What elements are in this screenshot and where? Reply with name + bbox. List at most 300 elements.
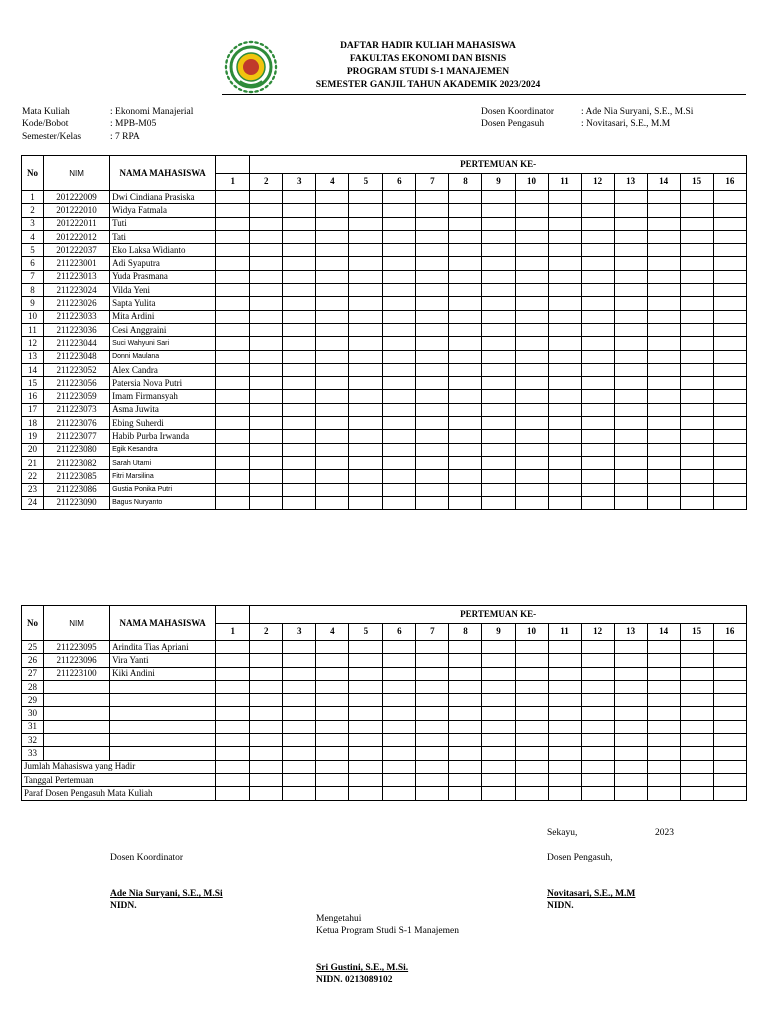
attendance-cell[interactable] [449, 654, 482, 667]
attendance-cell[interactable] [515, 430, 548, 443]
attendance-cell[interactable] [548, 443, 581, 456]
attendance-cell[interactable] [349, 350, 383, 363]
attendance-cell[interactable] [515, 270, 548, 283]
attendance-cell[interactable] [548, 694, 581, 707]
attendance-cell[interactable] [416, 257, 449, 270]
attendance-cell[interactable] [349, 734, 383, 747]
attendance-cell[interactable] [548, 310, 581, 323]
attendance-cell[interactable] [713, 456, 746, 469]
attendance-cell[interactable] [482, 257, 515, 270]
attendance-cell[interactable] [383, 707, 416, 720]
attendance-cell[interactable] [614, 323, 647, 336]
attendance-cell[interactable] [680, 244, 713, 257]
attendance-cell[interactable] [383, 720, 416, 733]
attendance-cell[interactable] [680, 257, 713, 270]
attendance-cell[interactable] [680, 694, 713, 707]
attendance-cell[interactable] [614, 204, 647, 217]
attendance-cell[interactable] [349, 204, 383, 217]
attendance-cell[interactable] [449, 707, 482, 720]
summary-cell[interactable] [416, 787, 449, 800]
attendance-cell[interactable] [581, 257, 614, 270]
attendance-cell[interactable] [283, 747, 316, 760]
attendance-cell[interactable] [216, 191, 250, 204]
summary-cell[interactable] [680, 787, 713, 800]
attendance-cell[interactable] [449, 443, 482, 456]
attendance-cell[interactable] [316, 707, 349, 720]
attendance-cell[interactable] [515, 230, 548, 243]
attendance-cell[interactable] [647, 747, 680, 760]
attendance-cell[interactable] [548, 230, 581, 243]
attendance-cell[interactable] [647, 323, 680, 336]
summary-cell[interactable] [647, 787, 680, 800]
attendance-cell[interactable] [383, 667, 416, 680]
attendance-cell[interactable] [216, 403, 250, 416]
attendance-cell[interactable] [647, 230, 680, 243]
attendance-cell[interactable] [647, 204, 680, 217]
attendance-cell[interactable] [250, 747, 283, 760]
attendance-cell[interactable] [614, 191, 647, 204]
attendance-cell[interactable] [349, 707, 383, 720]
attendance-cell[interactable] [416, 270, 449, 283]
attendance-cell[interactable] [482, 377, 515, 390]
attendance-cell[interactable] [713, 297, 746, 310]
attendance-cell[interactable] [647, 297, 680, 310]
attendance-cell[interactable] [614, 667, 647, 680]
attendance-cell[interactable] [250, 667, 283, 680]
attendance-cell[interactable] [713, 310, 746, 323]
attendance-cell[interactable] [482, 641, 515, 654]
attendance-cell[interactable] [316, 230, 349, 243]
attendance-cell[interactable] [548, 720, 581, 733]
attendance-cell[interactable] [647, 483, 680, 496]
attendance-cell[interactable] [581, 667, 614, 680]
summary-cell[interactable] [713, 760, 746, 773]
attendance-cell[interactable] [515, 363, 548, 376]
attendance-cell[interactable] [515, 734, 548, 747]
attendance-cell[interactable] [250, 350, 283, 363]
attendance-cell[interactable] [482, 720, 515, 733]
attendance-cell[interactable] [316, 483, 349, 496]
attendance-cell[interactable] [581, 456, 614, 469]
attendance-cell[interactable] [713, 417, 746, 430]
attendance-cell[interactable] [680, 310, 713, 323]
attendance-cell[interactable] [713, 483, 746, 496]
attendance-cell[interactable] [680, 654, 713, 667]
attendance-cell[interactable] [283, 284, 316, 297]
attendance-cell[interactable] [680, 297, 713, 310]
attendance-cell[interactable] [283, 403, 316, 416]
attendance-cell[interactable] [316, 297, 349, 310]
attendance-cell[interactable] [647, 363, 680, 376]
attendance-cell[interactable] [316, 363, 349, 376]
attendance-cell[interactable] [482, 483, 515, 496]
attendance-cell[interactable] [614, 310, 647, 323]
attendance-cell[interactable] [548, 707, 581, 720]
attendance-cell[interactable] [680, 680, 713, 693]
attendance-cell[interactable] [216, 230, 250, 243]
attendance-cell[interactable] [349, 297, 383, 310]
attendance-cell[interactable] [647, 707, 680, 720]
attendance-cell[interactable] [581, 483, 614, 496]
attendance-cell[interactable] [581, 417, 614, 430]
attendance-cell[interactable] [713, 270, 746, 283]
attendance-cell[interactable] [482, 654, 515, 667]
attendance-cell[interactable] [482, 270, 515, 283]
attendance-cell[interactable] [647, 694, 680, 707]
attendance-cell[interactable] [647, 720, 680, 733]
attendance-cell[interactable] [316, 204, 349, 217]
attendance-cell[interactable] [515, 310, 548, 323]
attendance-cell[interactable] [416, 667, 449, 680]
summary-cell[interactable] [449, 760, 482, 773]
attendance-cell[interactable] [349, 257, 383, 270]
summary-cell[interactable] [515, 773, 548, 786]
attendance-cell[interactable] [548, 496, 581, 509]
attendance-cell[interactable] [581, 217, 614, 230]
attendance-cell[interactable] [680, 191, 713, 204]
summary-cell[interactable] [216, 787, 250, 800]
attendance-cell[interactable] [383, 694, 416, 707]
summary-cell[interactable] [449, 773, 482, 786]
attendance-cell[interactable] [316, 747, 349, 760]
summary-cell[interactable] [250, 760, 283, 773]
attendance-cell[interactable] [614, 403, 647, 416]
attendance-cell[interactable] [713, 430, 746, 443]
attendance-cell[interactable] [515, 496, 548, 509]
attendance-cell[interactable] [449, 230, 482, 243]
attendance-cell[interactable] [349, 456, 383, 469]
attendance-cell[interactable] [482, 204, 515, 217]
attendance-cell[interactable] [449, 257, 482, 270]
attendance-cell[interactable] [316, 270, 349, 283]
attendance-cell[interactable] [449, 734, 482, 747]
attendance-cell[interactable] [316, 680, 349, 693]
attendance-cell[interactable] [680, 377, 713, 390]
attendance-cell[interactable] [449, 403, 482, 416]
attendance-cell[interactable] [614, 720, 647, 733]
summary-cell[interactable] [614, 773, 647, 786]
attendance-cell[interactable] [216, 694, 250, 707]
attendance-cell[interactable] [349, 363, 383, 376]
attendance-cell[interactable] [449, 720, 482, 733]
attendance-cell[interactable] [581, 284, 614, 297]
attendance-cell[interactable] [349, 390, 383, 403]
attendance-cell[interactable] [383, 204, 416, 217]
attendance-cell[interactable] [482, 244, 515, 257]
attendance-cell[interactable] [316, 284, 349, 297]
attendance-cell[interactable] [349, 417, 383, 430]
attendance-cell[interactable] [383, 496, 416, 509]
attendance-cell[interactable] [482, 443, 515, 456]
attendance-cell[interactable] [216, 734, 250, 747]
attendance-cell[interactable] [647, 350, 680, 363]
attendance-cell[interactable] [548, 323, 581, 336]
attendance-cell[interactable] [482, 694, 515, 707]
attendance-cell[interactable] [316, 470, 349, 483]
attendance-cell[interactable] [283, 694, 316, 707]
attendance-cell[interactable] [449, 297, 482, 310]
attendance-cell[interactable] [581, 230, 614, 243]
attendance-cell[interactable] [283, 496, 316, 509]
attendance-cell[interactable] [283, 270, 316, 283]
attendance-cell[interactable] [316, 377, 349, 390]
attendance-cell[interactable] [680, 641, 713, 654]
attendance-cell[interactable] [283, 377, 316, 390]
attendance-cell[interactable] [216, 430, 250, 443]
summary-cell[interactable] [647, 760, 680, 773]
attendance-cell[interactable] [250, 230, 283, 243]
attendance-cell[interactable] [283, 680, 316, 693]
attendance-cell[interactable] [449, 667, 482, 680]
attendance-cell[interactable] [482, 310, 515, 323]
attendance-cell[interactable] [449, 377, 482, 390]
attendance-cell[interactable] [316, 720, 349, 733]
attendance-cell[interactable] [349, 483, 383, 496]
attendance-cell[interactable] [581, 747, 614, 760]
attendance-cell[interactable] [216, 244, 250, 257]
attendance-cell[interactable] [647, 390, 680, 403]
attendance-cell[interactable] [416, 204, 449, 217]
summary-cell[interactable] [250, 773, 283, 786]
attendance-cell[interactable] [250, 483, 283, 496]
attendance-cell[interactable] [316, 430, 349, 443]
attendance-cell[interactable] [416, 470, 449, 483]
attendance-cell[interactable] [713, 284, 746, 297]
attendance-cell[interactable] [713, 217, 746, 230]
summary-cell[interactable] [349, 787, 383, 800]
attendance-cell[interactable] [383, 747, 416, 760]
attendance-cell[interactable] [482, 297, 515, 310]
attendance-cell[interactable] [581, 707, 614, 720]
summary-cell[interactable] [581, 773, 614, 786]
attendance-cell[interactable] [250, 654, 283, 667]
attendance-cell[interactable] [482, 430, 515, 443]
attendance-cell[interactable] [349, 191, 383, 204]
attendance-cell[interactable] [515, 694, 548, 707]
attendance-cell[interactable] [283, 707, 316, 720]
attendance-cell[interactable] [614, 483, 647, 496]
attendance-cell[interactable] [647, 667, 680, 680]
attendance-cell[interactable] [416, 337, 449, 350]
attendance-cell[interactable] [316, 350, 349, 363]
attendance-cell[interactable] [581, 337, 614, 350]
attendance-cell[interactable] [614, 417, 647, 430]
summary-cell[interactable] [383, 760, 416, 773]
attendance-cell[interactable] [548, 297, 581, 310]
attendance-cell[interactable] [416, 483, 449, 496]
attendance-cell[interactable] [349, 284, 383, 297]
attendance-cell[interactable] [680, 217, 713, 230]
attendance-cell[interactable] [416, 363, 449, 376]
attendance-cell[interactable] [713, 654, 746, 667]
attendance-cell[interactable] [581, 377, 614, 390]
attendance-cell[interactable] [316, 257, 349, 270]
attendance-cell[interactable] [449, 310, 482, 323]
summary-cell[interactable] [614, 760, 647, 773]
attendance-cell[interactable] [316, 337, 349, 350]
attendance-cell[interactable] [416, 694, 449, 707]
attendance-cell[interactable] [713, 257, 746, 270]
attendance-cell[interactable] [383, 443, 416, 456]
attendance-cell[interactable] [647, 430, 680, 443]
attendance-cell[interactable] [482, 496, 515, 509]
attendance-cell[interactable] [216, 390, 250, 403]
attendance-cell[interactable] [515, 707, 548, 720]
attendance-cell[interactable] [482, 680, 515, 693]
attendance-cell[interactable] [647, 270, 680, 283]
attendance-cell[interactable] [713, 667, 746, 680]
attendance-cell[interactable] [349, 443, 383, 456]
attendance-cell[interactable] [548, 377, 581, 390]
attendance-cell[interactable] [216, 337, 250, 350]
attendance-cell[interactable] [548, 270, 581, 283]
attendance-cell[interactable] [250, 244, 283, 257]
attendance-cell[interactable] [614, 337, 647, 350]
attendance-cell[interactable] [680, 284, 713, 297]
summary-cell[interactable] [250, 787, 283, 800]
attendance-cell[interactable] [416, 496, 449, 509]
attendance-cell[interactable] [614, 430, 647, 443]
attendance-cell[interactable] [383, 641, 416, 654]
attendance-cell[interactable] [548, 390, 581, 403]
attendance-cell[interactable] [614, 707, 647, 720]
attendance-cell[interactable] [680, 417, 713, 430]
attendance-cell[interactable] [713, 747, 746, 760]
attendance-cell[interactable] [515, 456, 548, 469]
attendance-cell[interactable] [283, 217, 316, 230]
attendance-cell[interactable] [515, 720, 548, 733]
attendance-cell[interactable] [349, 654, 383, 667]
summary-cell[interactable] [283, 787, 316, 800]
attendance-cell[interactable] [548, 734, 581, 747]
summary-cell[interactable] [515, 787, 548, 800]
attendance-cell[interactable] [581, 496, 614, 509]
attendance-cell[interactable] [449, 350, 482, 363]
summary-cell[interactable] [647, 773, 680, 786]
attendance-cell[interactable] [614, 747, 647, 760]
attendance-cell[interactable] [713, 496, 746, 509]
attendance-cell[interactable] [614, 257, 647, 270]
attendance-cell[interactable] [581, 720, 614, 733]
attendance-cell[interactable] [581, 734, 614, 747]
attendance-cell[interactable] [449, 430, 482, 443]
attendance-cell[interactable] [515, 403, 548, 416]
attendance-cell[interactable] [680, 707, 713, 720]
summary-cell[interactable] [548, 760, 581, 773]
attendance-cell[interactable] [680, 323, 713, 336]
attendance-cell[interactable] [250, 707, 283, 720]
attendance-cell[interactable] [316, 403, 349, 416]
attendance-cell[interactable] [416, 654, 449, 667]
attendance-cell[interactable] [614, 363, 647, 376]
attendance-cell[interactable] [383, 284, 416, 297]
attendance-cell[interactable] [349, 470, 383, 483]
attendance-cell[interactable] [316, 654, 349, 667]
attendance-cell[interactable] [515, 747, 548, 760]
attendance-cell[interactable] [482, 390, 515, 403]
attendance-cell[interactable] [548, 191, 581, 204]
attendance-cell[interactable] [383, 297, 416, 310]
attendance-cell[interactable] [349, 230, 383, 243]
attendance-cell[interactable] [416, 310, 449, 323]
attendance-cell[interactable] [316, 443, 349, 456]
attendance-cell[interactable] [283, 641, 316, 654]
attendance-cell[interactable] [349, 403, 383, 416]
attendance-cell[interactable] [548, 430, 581, 443]
attendance-cell[interactable] [614, 244, 647, 257]
attendance-cell[interactable] [515, 680, 548, 693]
attendance-cell[interactable] [482, 217, 515, 230]
summary-cell[interactable] [316, 760, 349, 773]
summary-cell[interactable] [349, 760, 383, 773]
attendance-cell[interactable] [449, 694, 482, 707]
attendance-cell[interactable] [515, 654, 548, 667]
attendance-cell[interactable] [416, 403, 449, 416]
attendance-cell[interactable] [349, 270, 383, 283]
attendance-cell[interactable] [349, 377, 383, 390]
attendance-cell[interactable] [283, 734, 316, 747]
attendance-cell[interactable] [283, 470, 316, 483]
attendance-cell[interactable] [614, 377, 647, 390]
summary-cell[interactable] [515, 760, 548, 773]
attendance-cell[interactable] [515, 191, 548, 204]
attendance-cell[interactable] [680, 363, 713, 376]
summary-cell[interactable] [548, 787, 581, 800]
attendance-cell[interactable] [614, 654, 647, 667]
attendance-cell[interactable] [250, 390, 283, 403]
attendance-cell[interactable] [283, 244, 316, 257]
attendance-cell[interactable] [713, 443, 746, 456]
attendance-cell[interactable] [383, 191, 416, 204]
attendance-cell[interactable] [216, 470, 250, 483]
summary-cell[interactable] [349, 773, 383, 786]
attendance-cell[interactable] [250, 284, 283, 297]
attendance-cell[interactable] [416, 680, 449, 693]
summary-cell[interactable] [383, 773, 416, 786]
attendance-cell[interactable] [383, 310, 416, 323]
attendance-cell[interactable] [416, 430, 449, 443]
attendance-cell[interactable] [581, 310, 614, 323]
attendance-cell[interactable] [283, 667, 316, 680]
attendance-cell[interactable] [581, 244, 614, 257]
attendance-cell[interactable] [250, 323, 283, 336]
attendance-cell[interactable] [216, 350, 250, 363]
attendance-cell[interactable] [383, 337, 416, 350]
attendance-cell[interactable] [283, 363, 316, 376]
attendance-cell[interactable] [283, 443, 316, 456]
summary-cell[interactable] [548, 773, 581, 786]
attendance-cell[interactable] [250, 720, 283, 733]
attendance-cell[interactable] [647, 456, 680, 469]
attendance-cell[interactable] [647, 257, 680, 270]
attendance-cell[interactable] [349, 747, 383, 760]
attendance-cell[interactable] [680, 350, 713, 363]
attendance-cell[interactable] [482, 323, 515, 336]
attendance-cell[interactable] [416, 230, 449, 243]
summary-cell[interactable] [283, 773, 316, 786]
attendance-cell[interactable] [416, 747, 449, 760]
attendance-cell[interactable] [416, 284, 449, 297]
attendance-cell[interactable] [383, 257, 416, 270]
attendance-cell[interactable] [383, 734, 416, 747]
attendance-cell[interactable] [283, 337, 316, 350]
summary-cell[interactable] [316, 787, 349, 800]
attendance-cell[interactable] [647, 470, 680, 483]
attendance-cell[interactable] [449, 483, 482, 496]
attendance-cell[interactable] [647, 443, 680, 456]
attendance-cell[interactable] [581, 297, 614, 310]
attendance-cell[interactable] [482, 417, 515, 430]
